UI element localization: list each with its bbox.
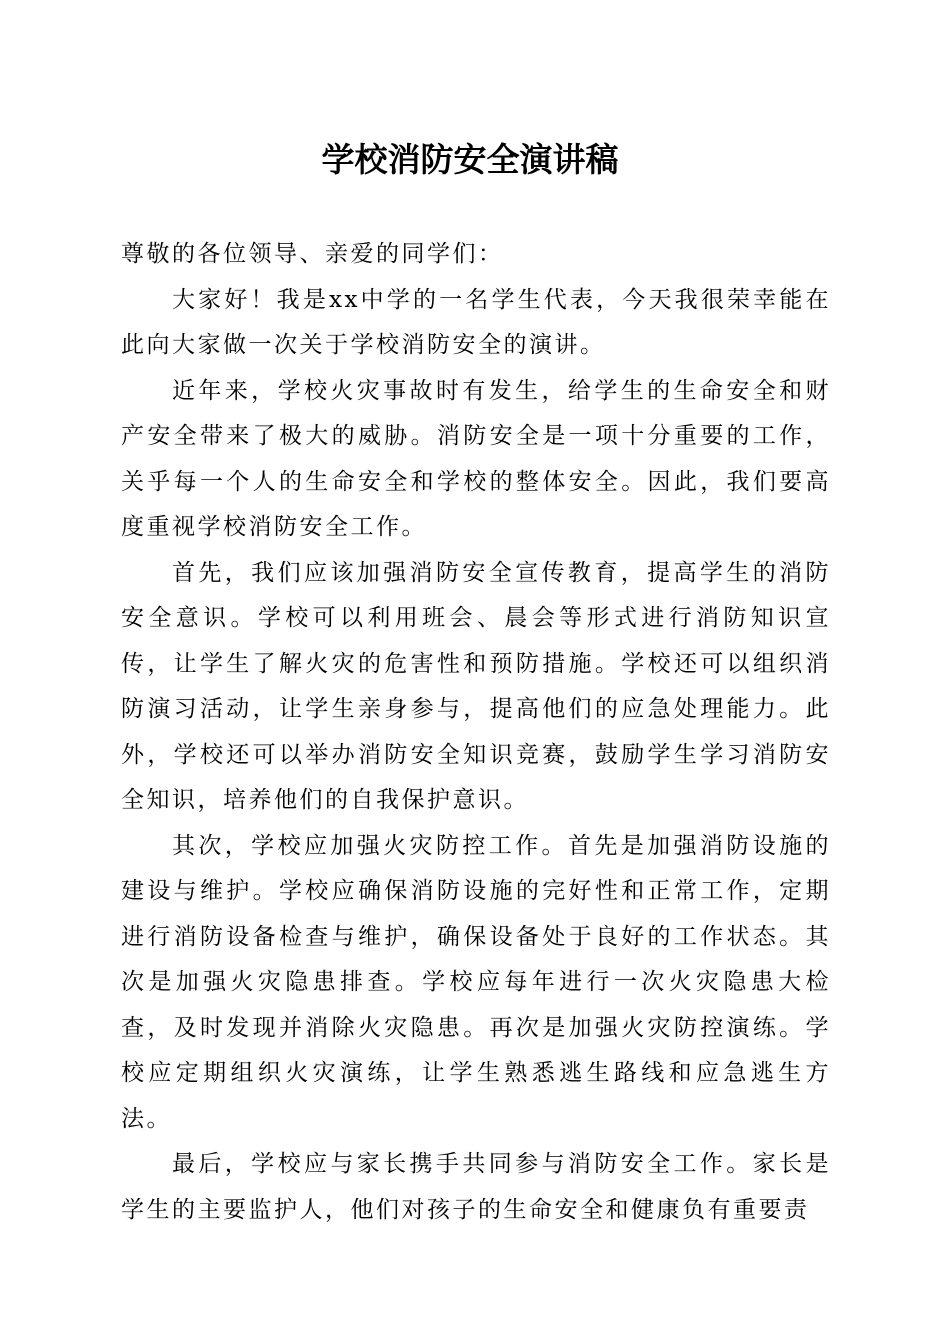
paragraph-5: 最后，学校应与家长携手共同参与消防安全工作。家长是学生的主要监护人，他们对孩子的生命安全和健康负有重要责	[121, 1151, 831, 1223]
paragraph-3: 首先，我们应该加强消防安全宣传教育，提高学生的消防安全意识。学校可以利用班会、晨会等形式进行消防知识宣传，让学生了解火灾的危害性和预防措施。学校还可以组织消防演习活动，让学生亲身参与，提高他们的应急处理能力。此外，学校还可以举办消防安全知识竞赛，鼓励学生学习消防安全知识，培养他们的自我保护意识。	[121, 559, 831, 813]
salutation: 尊敬的各位领导、亲爱的同学们：	[121, 241, 504, 267]
paragraph-1: 大家好！我是xx中学的一名学生代表，今天我很荣幸能在此向大家做一次关于学校消防安全的演讲。	[121, 286, 831, 358]
document-title: 学校消防安全演讲稿	[321, 140, 619, 179]
paragraph-2: 近年来，学校火灾事故时有发生，给学生的生命安全和财产安全带来了极大的威胁。消防安全是一项十分重要的工作，关乎每一个人的生命安全和学校的整体安全。因此，我们要高度重视学校消防安全工作。	[121, 377, 831, 540]
paragraph-4: 其次，学校应加强火灾防控工作。首先是加强消防设施的建设与维护。学校应确保消防设施的完好性和正常工作，定期进行消防设备检查与维护，确保设备处于良好的工作状态。其次是加强火灾隐患排查。学校应每年进行一次火灾隐患大检查，及时发现并消除火灾隐患。再次是加强火灾防控演练。学校应定期组织火灾演练，让学生熟悉逃生路线和应急逃生方法。	[121, 832, 831, 1132]
document-body	[121, 232, 831, 1233]
